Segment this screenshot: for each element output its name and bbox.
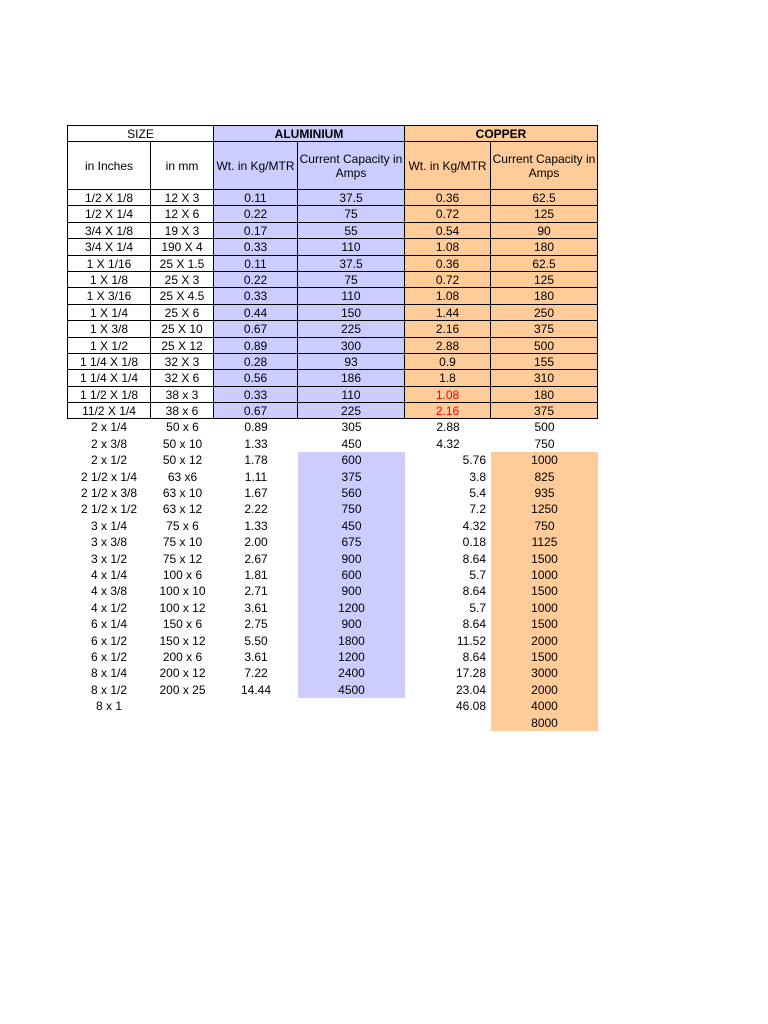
aluminium-capacity-cell: 1200 [298, 600, 405, 616]
aluminium-weight-cell: 2.67 [244, 551, 268, 566]
aluminium-weight-cell: 1.81 [244, 567, 268, 582]
table-row [67, 715, 598, 731]
size-mm-cell [151, 698, 214, 714]
size-mm-cell: 75 x 12 [162, 551, 203, 566]
aluminium-weight-cell [214, 715, 298, 731]
aluminium-capacity-cell: 900 [298, 583, 405, 599]
aluminium-weight-cell: 1.67 [244, 486, 268, 501]
aluminium-capacity-cell: 1200 [298, 649, 405, 665]
copper-weight-cell: 4.32 [436, 436, 460, 451]
size-mm-cell: 38 x 3 [151, 387, 214, 403]
copper-weight-cell: 0.72 [405, 272, 491, 288]
copper-weight-cell: 11.52 [456, 633, 486, 648]
table-row [67, 370, 598, 386]
aluminium-weight-cell: 0.44 [214, 305, 298, 321]
aluminium-weight-cell: 1.33 [244, 436, 268, 451]
copper-weight-cell: 3.8 [469, 469, 486, 484]
size-mm-cell: 75 x 10 [162, 535, 203, 550]
aluminium-capacity-cell: 55 [298, 223, 405, 239]
aluminium-capacity-cell: 750 [298, 501, 405, 517]
size-inches-cell: 4 x 1/4 [90, 567, 128, 582]
copper-capacity-cell: 1000 [491, 600, 598, 616]
size-mm-cell: 25 X 12 [151, 338, 214, 354]
table-row [67, 501, 598, 517]
copper-capacity-cell: 180 [491, 239, 598, 255]
copper-weight-cell: 2.88 [405, 338, 491, 354]
copper-weight-cell: 8.64 [462, 551, 486, 566]
copper-weight-cell: 5.76 [462, 453, 486, 468]
copper-capacity-cell: 125 [491, 272, 598, 288]
aluminium-weight-cell: 3.61 [244, 649, 268, 664]
aluminium-capacity-cell: 93 [298, 354, 405, 370]
size-mm-cell: 200 x 25 [159, 682, 206, 697]
copper-capacity-cell: 155 [491, 354, 598, 370]
copper-capacity-cell: 375 [491, 321, 598, 337]
copper-capacity-cell: 825 [491, 469, 598, 485]
copper-weight-cell: 8.64 [462, 649, 486, 664]
size-inches-cell: 2 1/2 x 3/8 [80, 486, 138, 501]
copper-weight-cell: 2.16 [405, 321, 491, 337]
size-inches-cell: 2 x 1/4 [90, 420, 128, 435]
size-mm-cell: 190 X 4 [151, 239, 214, 255]
copper-weight-cell: 7.2 [469, 502, 486, 517]
aluminium-weight-cell: 2.00 [244, 535, 268, 550]
aluminium-weight-cell [214, 698, 298, 714]
table-row [67, 272, 598, 288]
aluminium-weight-cell: 3.61 [244, 600, 268, 615]
copper-weight-cell: 1.44 [405, 305, 491, 321]
size-inches-cell: 3 x 1/2 [90, 551, 128, 566]
size-mm-cell: 100 x 6 [162, 567, 203, 582]
size-mm-cell: 25 X 4.5 [151, 288, 214, 304]
aluminium-capacity-cell: 150 [298, 305, 405, 321]
aluminium-capacity-cell: 225 [298, 321, 405, 337]
size-inches-cell: 1 1/2 X 1/8 [67, 387, 151, 403]
aluminium-capacity-cell: 560 [298, 485, 405, 501]
size-inches-cell: 2 x 3/8 [90, 436, 128, 451]
copper-capacity-cell: 935 [491, 485, 598, 501]
table-row [67, 485, 598, 501]
aluminium-capacity-cell: 4500 [298, 682, 405, 698]
size-inches-cell: 8 x 1/2 [90, 682, 128, 697]
size-mm-cell: 100 x 12 [159, 600, 206, 615]
size-mm-cell: 100 x 10 [159, 584, 206, 599]
aluminium-weight-cell: 0.11 [214, 190, 298, 206]
size-inches-cell: 3/4 X 1/8 [67, 223, 151, 239]
size-inches-cell: 8 x 1/4 [90, 666, 128, 681]
table-row [67, 321, 598, 337]
copper-capacity-cell: 1500 [491, 583, 598, 599]
table-row [67, 649, 598, 665]
copper-weight-cell: 0.36 [405, 256, 491, 272]
size-mm-cell: 75 x 6 [166, 518, 199, 533]
table-row [67, 665, 598, 681]
copper-weight-cell: 0.54 [405, 223, 491, 239]
table-row [67, 354, 598, 370]
aluminium-weight-cell: 0.67 [214, 321, 298, 337]
aluminium-weight-cell: 0.33 [214, 288, 298, 304]
aluminium-capacity-cell: 900 [298, 551, 405, 567]
copper-capacity-cell: 310 [491, 370, 598, 386]
size-inches-cell: 3 x 3/8 [90, 535, 128, 550]
aluminium-capacity-cell: 37.5 [298, 256, 405, 272]
size-mm-cell: 50 x 6 [166, 420, 199, 435]
table-row [67, 239, 598, 255]
aluminium-capacity-cell: 900 [298, 616, 405, 632]
inches-column-header: in Inches [67, 142, 151, 190]
aluminium-weight-header: Wt. in Kg/MTR [214, 142, 298, 190]
copper-weight-header: Wt. in Kg/MTR [405, 142, 491, 190]
size-mm-cell: 25 X 6 [151, 305, 214, 321]
copper-capacity-cell: 750 [534, 436, 555, 451]
copper-weight-cell: 2.16 [405, 403, 491, 419]
aluminium-capacity-header: Current Capacity in Amps [298, 142, 405, 190]
aluminium-capacity-cell: 110 [298, 239, 405, 255]
aluminium-weight-cell: 7.22 [244, 666, 268, 681]
copper-weight-cell: 8.64 [462, 584, 486, 599]
aluminium-capacity-cell [298, 715, 405, 731]
table-row [67, 223, 598, 239]
size-inches-cell: 1 X 1/16 [67, 256, 151, 272]
table-row [67, 682, 598, 698]
copper-capacity-cell: 2000 [491, 682, 598, 698]
size-mm-cell: 12 X 3 [151, 190, 214, 206]
aluminium-weight-cell: 0.33 [214, 239, 298, 255]
copper-weight-cell: 5.7 [469, 567, 486, 582]
table-row [67, 567, 598, 583]
size-inches-cell: 11/2 X 1/4 [67, 403, 151, 419]
size-inches-cell: 1 X 3/8 [67, 321, 151, 337]
size-mm-cell: 150 x 6 [162, 617, 203, 632]
copper-capacity-cell: 1000 [491, 567, 598, 583]
size-inches-cell: 1 1/4 X 1/4 [67, 370, 151, 386]
copper-capacity-cell: 1250 [491, 501, 598, 517]
size-mm-cell: 200 x 6 [162, 649, 203, 664]
copper-header: COPPER [405, 125, 598, 142]
aluminium-capacity-cell: 300 [298, 338, 405, 354]
aluminium-header: ALUMINIUM [214, 125, 405, 142]
copper-capacity-cell: 1000 [491, 452, 598, 468]
table-row [67, 387, 598, 403]
copper-capacity-cell: 2000 [491, 633, 598, 649]
table-row [67, 551, 598, 567]
aluminium-weight-cell: 2.22 [244, 502, 268, 517]
size-inches-cell: 1 1/4 X 1/8 [67, 354, 151, 370]
size-inches-cell: 2 1/2 x 1/2 [80, 502, 138, 517]
copper-weight-cell: 8.64 [462, 617, 486, 632]
aluminium-capacity-cell: 75 [298, 206, 405, 222]
size-header: SIZE [67, 125, 214, 142]
aluminium-weight-cell: 5.50 [244, 633, 268, 648]
size-mm-cell: 32 X 3 [151, 354, 214, 370]
copper-weight-cell: 0.9 [405, 354, 491, 370]
copper-capacity-cell: 125 [491, 206, 598, 222]
size-inches-cell: 1/2 X 1/4 [67, 206, 151, 222]
table-row [67, 190, 598, 206]
copper-capacity-cell: 180 [491, 288, 598, 304]
size-inches-cell: 1 X 1/4 [67, 305, 151, 321]
copper-weight-cell [405, 715, 491, 731]
size-inches-cell: 2 1/2 x 1/4 [80, 469, 138, 484]
aluminium-capacity-cell: 675 [298, 534, 405, 550]
busbar-spec-sheet [67, 125, 598, 731]
aluminium-capacity-cell: 37.5 [298, 190, 405, 206]
table-row [67, 206, 598, 222]
copper-capacity-cell: 62.5 [491, 190, 598, 206]
copper-weight-cell: 46.08 [455, 699, 486, 714]
copper-weight-cell: 5.7 [469, 600, 486, 615]
aluminium-capacity-cell: 110 [298, 387, 405, 403]
copper-capacity-cell: 90 [491, 223, 598, 239]
aluminium-capacity-cell: 2400 [298, 665, 405, 681]
aluminium-weight-cell: 0.67 [214, 403, 298, 419]
size-inches-cell: 4 x 1/2 [90, 600, 128, 615]
copper-weight-cell: 0.36 [405, 190, 491, 206]
size-mm-cell: 50 x 12 [162, 453, 203, 468]
aluminium-weight-cell: 0.56 [214, 370, 298, 386]
copper-capacity-cell: 250 [491, 305, 598, 321]
table-row [67, 305, 598, 321]
size-mm-cell: 19 X 3 [151, 223, 214, 239]
copper-capacity-cell: 1500 [491, 649, 598, 665]
size-inches-cell: 6 x 1/2 [90, 649, 128, 664]
aluminium-capacity-cell: 450 [341, 436, 362, 451]
size-inches-cell: 6 x 1/2 [90, 633, 128, 648]
aluminium-weight-cell: 1.33 [244, 518, 268, 533]
table-row [67, 633, 598, 649]
table-row [67, 452, 598, 468]
copper-capacity-cell: 1125 [491, 534, 598, 550]
table-row [67, 698, 598, 714]
aluminium-weight-cell: 1.78 [244, 453, 268, 468]
size-inches-cell: 1 X 3/16 [67, 288, 151, 304]
table-body [67, 190, 598, 731]
header-row-groups [67, 125, 598, 142]
copper-weight-cell: 1.8 [405, 370, 491, 386]
aluminium-weight-cell: 0.22 [214, 272, 298, 288]
copper-capacity-header: Current Capacity in Amps [491, 142, 598, 190]
copper-capacity-cell: 4000 [491, 698, 598, 714]
size-mm-cell [151, 715, 214, 731]
aluminium-weight-cell: 0.89 [214, 338, 298, 354]
mm-column-header: in mm [151, 142, 214, 190]
copper-weight-cell: 1.08 [405, 288, 491, 304]
size-mm-cell: 38 x 6 [151, 403, 214, 419]
copper-weight-cell: 0.72 [405, 206, 491, 222]
table-row [67, 419, 598, 435]
size-mm-cell: 25 X 1.5 [151, 256, 214, 272]
size-inches-cell: 1/2 X 1/8 [67, 190, 151, 206]
table-row [67, 469, 598, 485]
copper-weight-cell: 1.08 [405, 387, 491, 403]
size-mm-cell: 200 x 12 [159, 666, 206, 681]
size-inches-cell: 3/4 X 1/4 [67, 239, 151, 255]
copper-weight-cell: 1.08 [405, 239, 491, 255]
aluminium-capacity-cell: 375 [298, 469, 405, 485]
copper-capacity-cell: 8000 [491, 715, 598, 731]
size-inches-cell: 1 X 1/8 [67, 272, 151, 288]
table-row [67, 436, 598, 452]
table-row [67, 600, 598, 616]
size-mm-cell: 12 X 6 [151, 206, 214, 222]
aluminium-capacity-cell: 110 [298, 288, 405, 304]
size-inches-cell: 1 X 1/2 [67, 338, 151, 354]
size-mm-cell: 63 x6 [167, 469, 198, 484]
table-row [67, 403, 598, 419]
table-row [67, 616, 598, 632]
copper-weight-cell: 0.18 [462, 535, 486, 550]
aluminium-weight-cell: 2.71 [244, 584, 268, 599]
aluminium-capacity-cell: 1800 [298, 633, 405, 649]
copper-capacity-cell: 62.5 [491, 256, 598, 272]
copper-capacity-cell: 180 [491, 387, 598, 403]
copper-capacity-cell: 1500 [491, 551, 598, 567]
aluminium-capacity-cell: 600 [298, 452, 405, 468]
copper-capacity-cell: 750 [491, 518, 598, 534]
copper-capacity-cell: 500 [534, 420, 555, 435]
aluminium-weight-cell: 1.11 [244, 469, 268, 484]
copper-weight-cell: 2.88 [436, 420, 460, 435]
aluminium-capacity-cell: 75 [298, 272, 405, 288]
size-inches-cell: 4 x 3/8 [90, 584, 128, 599]
aluminium-weight-cell: 0.17 [214, 223, 298, 239]
size-inches-cell: 2 x 1/2 [90, 453, 128, 468]
aluminium-weight-cell: 0.28 [214, 354, 298, 370]
table-row [67, 583, 598, 599]
copper-weight-cell: 5.4 [469, 486, 486, 501]
aluminium-capacity-cell: 450 [298, 518, 405, 534]
copper-capacity-cell: 1500 [491, 616, 598, 632]
size-inches-cell [67, 715, 151, 731]
size-inches-cell: 8 x 1 [95, 699, 122, 714]
aluminium-weight-cell: 14.44 [240, 682, 272, 697]
aluminium-capacity-cell: 186 [298, 370, 405, 386]
aluminium-weight-cell: 0.22 [214, 206, 298, 222]
aluminium-weight-cell: 2.75 [244, 617, 268, 632]
size-inches-cell: 6 x 1/4 [90, 617, 128, 632]
aluminium-weight-cell: 0.33 [214, 387, 298, 403]
aluminium-weight-cell: 0.11 [214, 256, 298, 272]
table-row [67, 518, 598, 534]
aluminium-capacity-cell: 225 [298, 403, 405, 419]
size-mm-cell: 32 X 6 [151, 370, 214, 386]
copper-weight-cell: 4.32 [462, 518, 486, 533]
copper-weight-cell: 17.28 [455, 666, 486, 681]
table-row [67, 534, 598, 550]
header-row-columns [67, 142, 598, 190]
copper-weight-cell: 23.04 [455, 682, 486, 697]
size-mm-cell: 150 x 12 [159, 633, 206, 648]
size-mm-cell: 50 x 10 [162, 436, 203, 451]
aluminium-weight-cell: 0.89 [244, 420, 268, 435]
size-mm-cell: 25 X 10 [151, 321, 214, 337]
aluminium-capacity-cell: 305 [341, 420, 362, 435]
table-row [67, 288, 598, 304]
size-mm-cell: 63 x 10 [162, 486, 203, 501]
copper-capacity-cell: 500 [491, 338, 598, 354]
table-row [67, 256, 598, 272]
copper-capacity-cell: 3000 [491, 665, 598, 681]
size-mm-cell: 63 x 12 [162, 502, 203, 517]
size-mm-cell: 25 X 3 [151, 272, 214, 288]
aluminium-capacity-cell [298, 698, 405, 714]
size-inches-cell: 3 x 1/4 [90, 518, 128, 533]
aluminium-capacity-cell: 600 [298, 567, 405, 583]
copper-capacity-cell: 375 [491, 403, 598, 419]
table-row [67, 338, 598, 354]
